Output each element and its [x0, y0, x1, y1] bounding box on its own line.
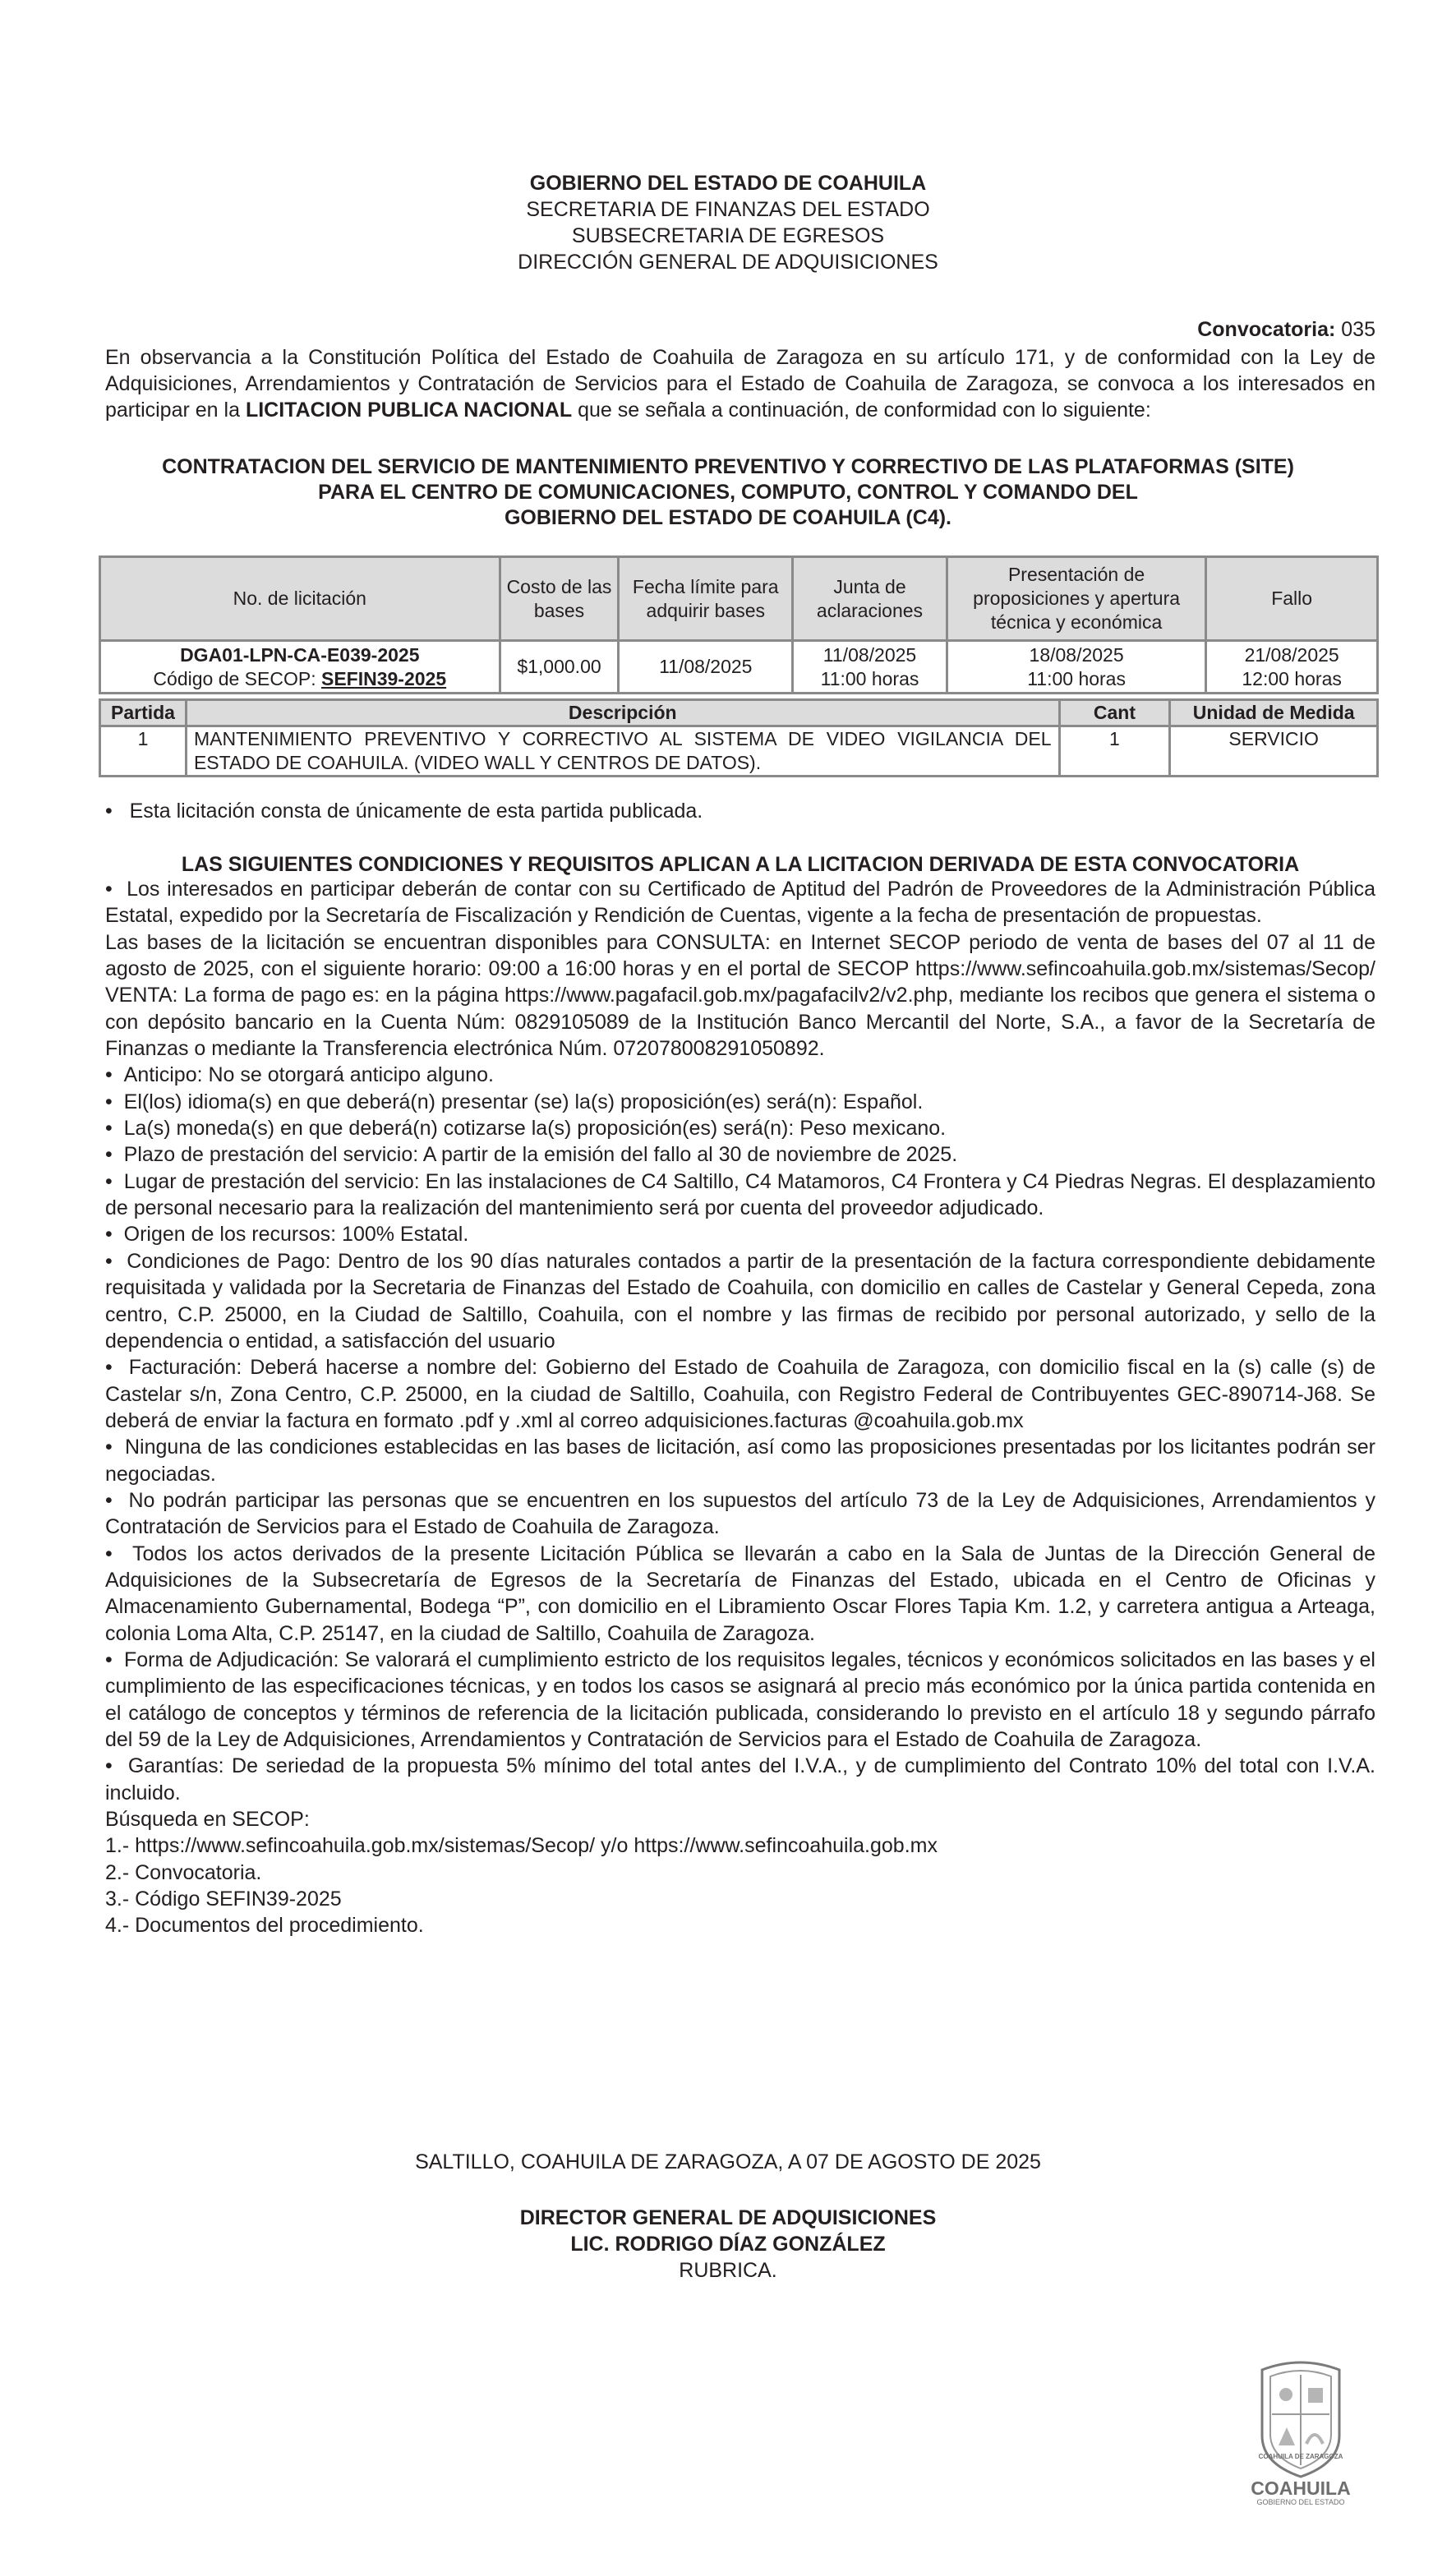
seal-lettering: COAHUILA DE ZARAGOZA	[1258, 2453, 1343, 2460]
convocatoria-value: 035	[1341, 318, 1375, 341]
busqueda-step: 1.- https://www.sefincoahuila.gob.mx/sistemas/Secop/ y/o https://www.sefincoahuila.gob.mx	[105, 1834, 938, 1858]
cell-costo: $1,000.00	[500, 641, 619, 694]
junta-fecha: 11/08/2025	[822, 643, 917, 666]
condition-item: • Plazo de prestación del servicio: A partir de la emisión del fallo al 30 de noviembre de 2025.	[105, 1141, 1375, 1168]
condition-item: • Lugar de prestación del servicio: En las instalaciones de C4 Saltillo, C4 Matamoros, C4 Frontera y C4 Piedras Negras. El desplazamiento de personal necesario para la realización del mantenimiento será por cuenta del proveedor adjudicado.	[105, 1168, 1375, 1222]
condition-item: • Garantías: De seriedad de la propuesta 5% mínimo del total antes del I.V.A., y de cumplimiento del Contrato 10% del total con I.V.A. incluido.	[105, 1753, 1375, 1806]
col-costo: Costo de las bases	[500, 557, 619, 641]
header-subsecretaria: SUBSECRETARIA DE EGRESOS	[571, 224, 885, 247]
header-direccion: DIRECCIÓN GENERAL DE ADQUISICIONES	[518, 251, 938, 274]
fallo-fecha: 21/08/2025	[1244, 643, 1339, 666]
col-partida: Partida	[100, 700, 187, 726]
condition-item: • Anticipo: No se otorgará anticipo alguno.	[105, 1062, 1375, 1088]
convocatoria-number	[1197, 316, 1375, 343]
presentacion-fecha: 18/08/2025	[1029, 643, 1124, 666]
col-descripcion: Descripción	[186, 700, 1059, 726]
intro-bold: LICITACION PUBLICA NACIONAL	[245, 399, 573, 422]
object-line-1: CONTRATACION DEL SERVICIO DE MANTENIMIENTO PREVENTIVO Y CORRECTIVO DE LAS PLATAFORMAS (SITE)	[162, 455, 1294, 478]
junta-hora: 11:00 horas	[820, 667, 919, 689]
busqueda-step: 4.- Documentos del procedimiento.	[105, 1914, 424, 1938]
object-line-3: GOBIERNO DEL ESTADO DE COAHUILA (C4).	[504, 506, 951, 529]
condition-item: • Todos los actos derivados de la presente Licitación Pública se llevarán a cabo en la Sala de Juntas de la Dirección General de Adquisiciones de la Subsecretaría de Egresos de la Secretaría de Finanzas del Estado, ubicada en el Centro de Oficinas y Almacenamiento Gubernamental, Bodega “P”, con domicilio en el Libramiento Oscar Flores Tapia Km. 1.2, y carretera antigua a Arteaga, colonia Loma Alta, C.P. 25147, en la ciudad de Saltillo, Coahuila de Zaragoza.	[105, 1541, 1375, 1647]
condition-item: Las bases de la licitación se encuentran disponibles para CONSULTA: en Internet SECOP periodo de venta de bases del 07 al 11 de agosto de 2025, con el siguiente horario: 09:00 a 16:00 horas y en el portal de SECOP https://www.sefincoahuila.gob.mx/sistemas/Secop/ VENTA: La forma de pago es: en la página https://www.pagafacil.gob.mx/pagafacilv2/v2.php, mediante los recibos que genera el sistema o con depósito bancario en la Cuenta Núm: 0829105089 de la Institución Banco Mercantil del Norte, S.A., a favor de la Secretaría de Finanzas o mediante la Transferencia electrónica Núm. 072078008291050892.	[105, 930, 1375, 1061]
col-fallo: Fallo	[1206, 557, 1378, 641]
condition-item: • Condiciones de Pago: Dentro de los 90 días naturales contados a partir de la presentación de la factura correspondiente debidamente requisitada y validada por la Secretaria de Finanzas del Estado de Coahuila, con domicilio en calles de Castelar y General Cepeda, zona centro, C.P. 25000, en la Ciudad de Saltillo, Coahuila, con el nombre y las firmas de recibido por personal autorizado, y sello de la dependencia o entidad, a satisfacción del usuario	[105, 1248, 1375, 1354]
signer-title: DIRECTOR GENERAL DE ADQUISICIONES	[519, 2206, 937, 2229]
document-header	[0, 170, 1456, 275]
conditions-title: LAS SIGUIENTES CONDICIONES Y REQUISITOS APLICAN A LA LICITACION DERIVADA DE ESTA CONVOCATORIA	[181, 853, 1300, 876]
cell-numero	[100, 641, 500, 694]
presentacion-hora: 11:00 horas	[1027, 667, 1126, 689]
condition-item: • Los interesados en participar deberán de contar con su Certificado de Aptitud del Padrón de Proveedores de la Administración Pública Estatal, expedido por la Secretaría de Fiscalización y Rendición de Cuentas, vigente a la fecha de presentación de propuestas.	[105, 876, 1375, 929]
licitacion-table	[99, 555, 1379, 694]
cell-fallo	[1206, 641, 1378, 694]
col-junta: Junta de aclaraciones	[793, 557, 947, 641]
col-fecha-limite: Fecha límite para adquirir bases	[619, 557, 793, 641]
cell-junta	[793, 641, 947, 694]
busqueda-title: Búsqueda en SECOP:	[105, 1808, 310, 1832]
signer-name: LIC. RODRIGO DÍAZ GONZÁLEZ	[570, 2233, 886, 2256]
condition-item: • Ninguna de las condiciones establecidas en las bases de licitación, así como las proposiciones presentadas por los licitantes podrán ser negociadas.	[105, 1434, 1375, 1487]
fallo-hora: 12:00 horas	[1242, 667, 1342, 689]
rubrica: RUBRICA.	[679, 2259, 777, 2282]
place-date: SALTILLO, COAHUILA DE ZARAGOZA, A 07 DE AGOSTO DE 2025	[415, 2150, 1041, 2173]
condition-item: • El(los) idioma(s) en que deberá(n) presentar (se) la(s) proposición(es) será(n): Español.	[105, 1089, 1375, 1115]
condition-item: • Origen de los recursos: 100% Estatal.	[105, 1221, 1375, 1247]
cell-descripcion: MANTENIMIENTO PREVENTIVO Y CORRECTIVO AL SISTEMA DE VIDEO VIGILANCIA DEL ESTADO DE COAHUILA. (VIDEO WALL Y CENTROS DE DATOS).	[186, 726, 1059, 777]
licitacion-number: DGA01-LPN-CA-E039-2025	[180, 643, 420, 666]
condition-item: • No podrán participar las personas que se encuentren en los supuestos del artículo 73 de la Ley de Adquisiciones, Arrendamientos y Contratación de Servicios para el Estado de Coahuila de Zaragoza.	[105, 1487, 1375, 1541]
condition-item: • Forma de Adjudicación: Se valorará el cumplimiento estricto de los requisitos legales, técnicos y económicos solicitados en las bases y el cumplimiento de las especificaciones técnicas, y en todos los casos se asignará al precio más económico por la única partida contenida en el catálogo de conceptos y términos de referencia de la licitación publicada, considerando lo previsto en el artículo 18 y segundo párrafo del 59 de la Ley de Adquisiciones, Arrendamientos y Contratación de Servicios para el Estado de Coahuila de Zaragoza.	[105, 1647, 1375, 1753]
contract-object-title	[99, 454, 1357, 531]
intro-paragraph	[105, 344, 1375, 423]
table-row	[100, 641, 1378, 694]
table-header-row	[100, 557, 1378, 641]
busqueda-step: 2.- Convocatoria.	[105, 1860, 262, 1884]
coahuila-logo	[1239, 2355, 1362, 2506]
convocatoria-label: Convocatoria:	[1197, 318, 1336, 341]
partidas-table	[99, 698, 1379, 777]
secop-label: Código de SECOP:	[153, 667, 321, 689]
cell-unidad: SERVICIO	[1170, 726, 1378, 777]
partida-note-text: Esta licitación consta de únicamente de esta partida publicada.	[129, 800, 703, 823]
table-row	[100, 726, 1378, 777]
busqueda-step: 3.- Código SEFIN39-2025	[105, 1888, 342, 1911]
intro-text-end: que se señala a continuación, de conformidad con lo siguiente:	[572, 399, 1151, 422]
condition-item: • La(s) moneda(s) en que deberá(n) cotizarse la(s) proposición(es) será(n): Peso mexicano.	[105, 1115, 1375, 1141]
condition-item: • Facturación: Deberá hacerse a nombre del: Gobierno del Estado de Coahuila de Zaragoza, con domicilio fiscal en la (s) calle (s) de Castelar s/n, Zona Centro, C.P. 25000, en la ciudad de Saltillo, Coahuila, con Registro Federal de Contribuyentes GEC-890714-J68. Se deberá de enviar la factura en formato .pdf y .xml al correo adquisiciones.facturas @coahuila.gob.mx	[105, 1354, 1375, 1434]
conditions-body	[105, 876, 1375, 1939]
logo-name: COAHUILA	[1251, 2478, 1351, 2499]
cell-partida: 1	[100, 726, 187, 777]
cell-fecha-limite: 11/08/2025	[619, 641, 793, 694]
intro-text: En observancia a la Constitución Política del Estado de Coahuila de Zaragoza en su artículo 171, y de conformidad con la Ley de Adquisiciones, Arrendamientos y Contratación de Servicios para el Estado de Coahuila de Zaragoza, se convoca a los interesados en participar en la	[105, 346, 1375, 422]
col-numero: No. de licitación	[100, 557, 500, 641]
partida-note: • Esta licitación consta de únicamente de esta partida publicada.	[105, 800, 703, 823]
secop-code: SEFIN39-2025	[320, 667, 447, 689]
col-unidad: Unidad de Medida	[1170, 700, 1378, 726]
logo-subtitle: GOBIERNO DEL ESTADO	[1256, 2498, 1345, 2506]
col-cant: Cant	[1059, 700, 1170, 726]
col-presentacion: Presentación de proposiciones y apertura técnica y económica	[947, 557, 1205, 641]
header-government: GOBIERNO DEL ESTADO DE COAHUILA	[529, 172, 927, 195]
table-header-row	[100, 700, 1378, 726]
header-secretaria: SECRETARIA DE FINANZAS DEL ESTADO	[526, 198, 930, 221]
signature-block	[0, 2205, 1456, 2284]
cell-presentacion	[947, 641, 1205, 694]
cell-cant: 1	[1059, 726, 1170, 777]
object-line-2: PARA EL CENTRO DE COMUNICACIONES, COMPUTO, CONTROL Y COMANDO DEL	[318, 481, 1138, 504]
